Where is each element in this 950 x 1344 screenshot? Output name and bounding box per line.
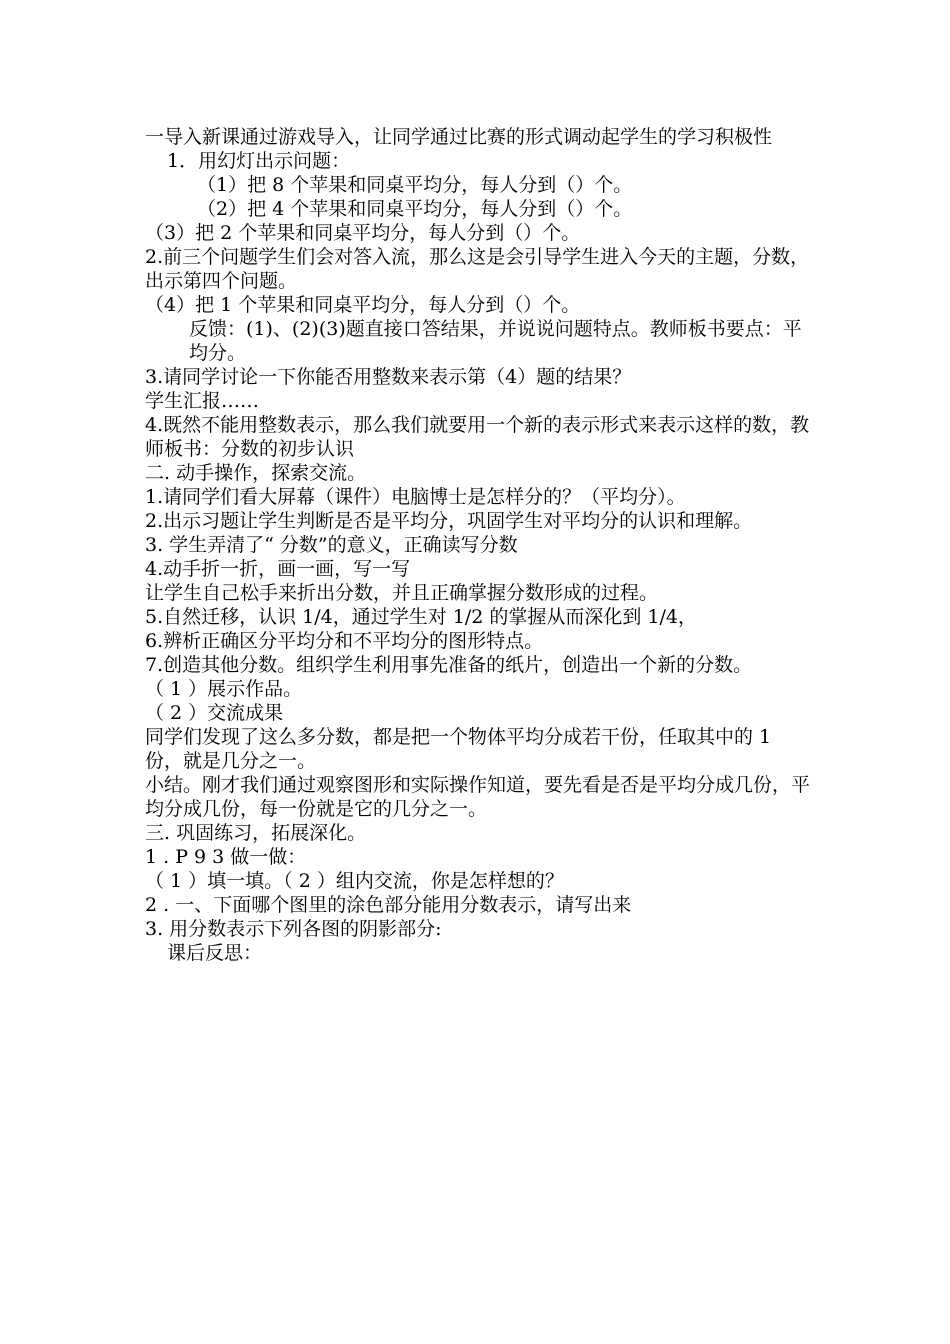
section-3-sub-items: （ 1 ）填一填。（ 2 ）组内交流，你是怎样想的？	[145, 870, 564, 892]
section-3-heading: 三. 巩固练习，拓展深化。	[145, 822, 367, 844]
feedback-paragraph: 反馈：(1)、(2)(3)题直接口答结果，并说说问题特点。教师板书要点：平均分。	[189, 318, 802, 364]
lesson-intro: 一导入新课通过游戏导入，让同学通过比赛的形式调动起学生的学习积极性	[145, 126, 773, 148]
step-4: 4.既然不能用整数表示，那么我们就要用一个新的表示形式来表示这样的数，教师板书：分数的初步认识	[145, 414, 810, 460]
section-3-item-2: 2 . 一、下面哪个图里的涂色部分能用分数表示，请写出来	[145, 894, 632, 916]
section-2-item-3: 3. 学生弄清了“ 分数”的意义，正确读写分数	[145, 534, 518, 556]
question-3: （3）把 2 个苹果和同桌平均分，每人分到（）个。	[145, 222, 581, 244]
section-3-item-3: 3. 用分数表示下列各图的阴影部分:	[145, 918, 442, 940]
reflection-heading: 课后反思：	[167, 942, 263, 964]
section-3-item-1: 1 . P 9 3 做一做：	[145, 846, 307, 868]
document-body	[145, 125, 813, 965]
section-2-item-1: 1.请同学们看大屏幕（课件）电脑博士是怎样分的？（平均分）。	[145, 486, 686, 508]
folding-note: 让学生自己松手来折出分数，并且正确掌握分数形成的过程。	[145, 582, 659, 604]
section-2-item-2: 2.出示习题让学生判断是否是平均分，巩固学生对平均分的认识和理解。	[145, 510, 753, 532]
summary-paragraph: 小结。刚才我们通过观察图形和实际操作知道，要先看是否是平均分成几份，平均分成几份，每一份就是它的几分之一。	[145, 774, 811, 820]
section-2-item-7: 7.创造其他分数。组织学生利用事先准备的纸片，创造出一个新的分数。	[145, 654, 753, 676]
section-2-item-6: 6.辨析正确区分平均分和不平均分的图形特点。	[145, 630, 544, 652]
sub-item-show-works: （ 1 ）展示作品。	[145, 678, 303, 700]
question-2: （2）把 4 个苹果和同桌平均分，每人分到（）个。	[197, 198, 633, 220]
question-4: （4）把 1 个苹果和同桌平均分，每人分到（）个。	[145, 294, 581, 316]
student-report: 学生汇报……	[145, 390, 260, 412]
question-1: （1）把 8 个苹果和同桌平均分，每人分到（）个。	[197, 174, 633, 196]
discovery-paragraph: 同学们发现了这么多分数，都是把一个物体平均分成若干份，任取其中的 1 份，就是几分之一。	[145, 726, 772, 772]
section-2-heading: 二. 动手操作，探索交流。	[145, 462, 367, 484]
section-2-item-5: 5.自然迁移，认识 1/4，通过学生对 1/2 的掌握从而深化到 1/4，	[145, 606, 698, 628]
section-2-item-4: 4.动手折一折，画一画，写一写	[145, 558, 411, 580]
sub-item-exchange: （ 2 ）交流成果	[145, 702, 284, 724]
step-3: 3.请同学讨论一下你能否用整数来表示第（4）题的结果？	[145, 366, 632, 388]
step-1-heading: 1．用幻灯出示问题：	[167, 150, 351, 172]
step-2: 2.前三个问题学生们会对答入流，那么这是会引导学生进入今天的主题，分数，出示第四个问题。	[145, 246, 810, 292]
